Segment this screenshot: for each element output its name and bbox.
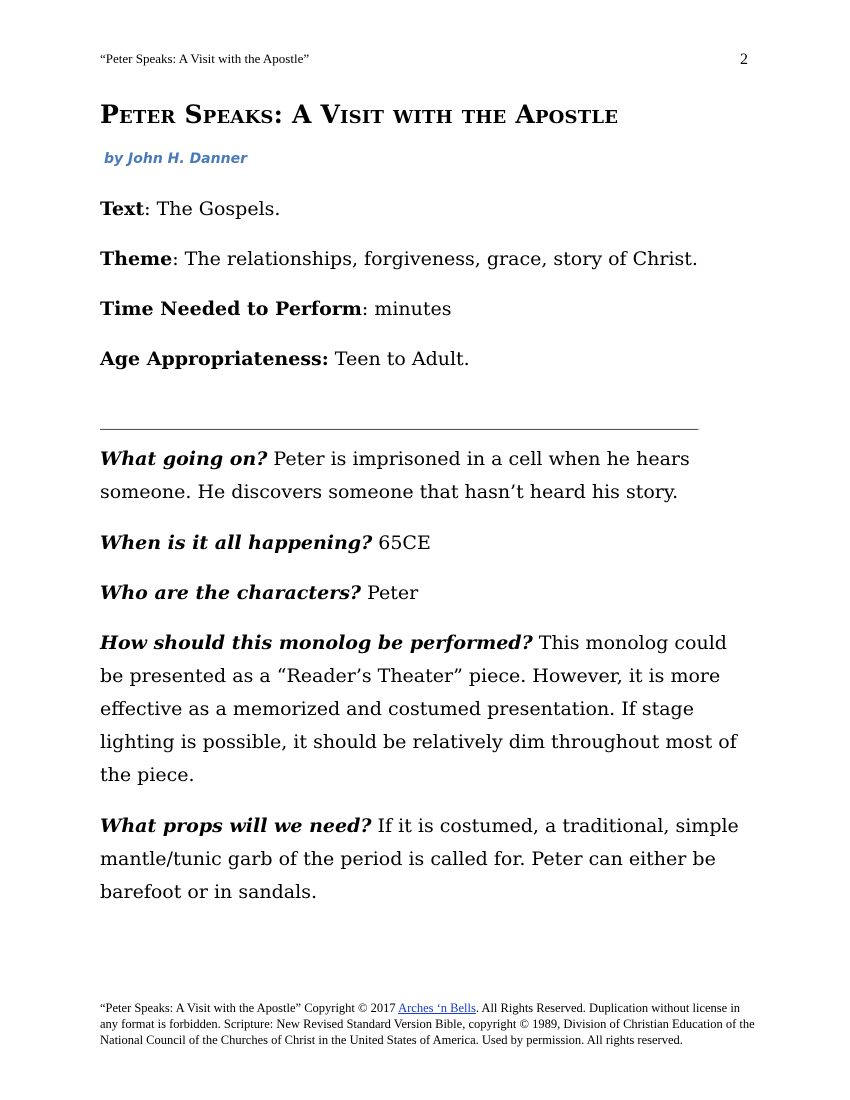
page-number: 2 — [740, 51, 748, 68]
field-text — [100, 196, 280, 222]
field-age — [100, 346, 470, 372]
byline: by John H. Danner — [104, 151, 247, 167]
question: What going on? — [100, 448, 268, 470]
field-label: Age Appropriateness: — [100, 348, 329, 370]
copyright-footer — [100, 1000, 760, 1048]
question-block — [100, 627, 750, 792]
question: How should this monolog be performed? — [100, 632, 533, 654]
question: When is it all happening? — [100, 532, 373, 554]
field-value: : The Gospels. — [144, 198, 281, 220]
question: What props will we need? — [100, 815, 372, 837]
running-header: “Peter Speaks: A Visit with the Apostle” — [100, 51, 310, 66]
field-label: Theme — [100, 248, 173, 270]
question-block — [100, 577, 750, 610]
question-block — [100, 527, 750, 560]
footer-text: . All Rights Reserved. Duplication without license in any format is forbidden. Scripture: New Revised Standard Version Bible, copyright © 1989, Division of Christian Education of the National Council of the Churches of Christ in the United States of America. Used by permission. All rights reserved. — [100, 1001, 755, 1047]
question: Who are the characters? — [100, 582, 362, 604]
field-theme — [100, 246, 698, 272]
answer: Peter is imprisoned in a cell when he hears someone. He discovers someone that hasn’t heard his story. — [100, 448, 690, 503]
field-value: Teen to Adult. — [328, 348, 470, 370]
question-block — [100, 810, 750, 909]
answer: Peter — [361, 582, 419, 604]
question-block — [100, 443, 750, 509]
field-value: : minutes — [361, 298, 452, 320]
field-time-needed — [100, 296, 452, 322]
field-label: Time Needed to Perform — [100, 298, 362, 320]
field-value: : The relationships, forgiveness, grace, story of Christ. — [172, 248, 698, 270]
arches-n-bells-link[interactable]: Arches ‘n Bells — [398, 1001, 476, 1015]
answer: If it is costumed, a traditional, simple mantle/tunic garb of the period is called for. Peter can either be barefoot or in sandals. — [100, 815, 739, 903]
field-label: Text — [100, 198, 145, 220]
answer: 65CE — [372, 532, 431, 554]
document-title: Peter Speaks: A Visit with the Apostle — [100, 100, 619, 129]
separator-line: _______________________________________________________________ — [100, 408, 699, 430]
answer: This monolog could be presented as a “Reader’s Theater” piece. However, it is more effective as a memorized and costumed presentation. If stage lighting is possible, it should be relatively dim throughout most of the piece. — [100, 632, 737, 786]
footer-text: “Peter Speaks: A Visit with the Apostle” Copyright © 2017 — [100, 1001, 399, 1015]
